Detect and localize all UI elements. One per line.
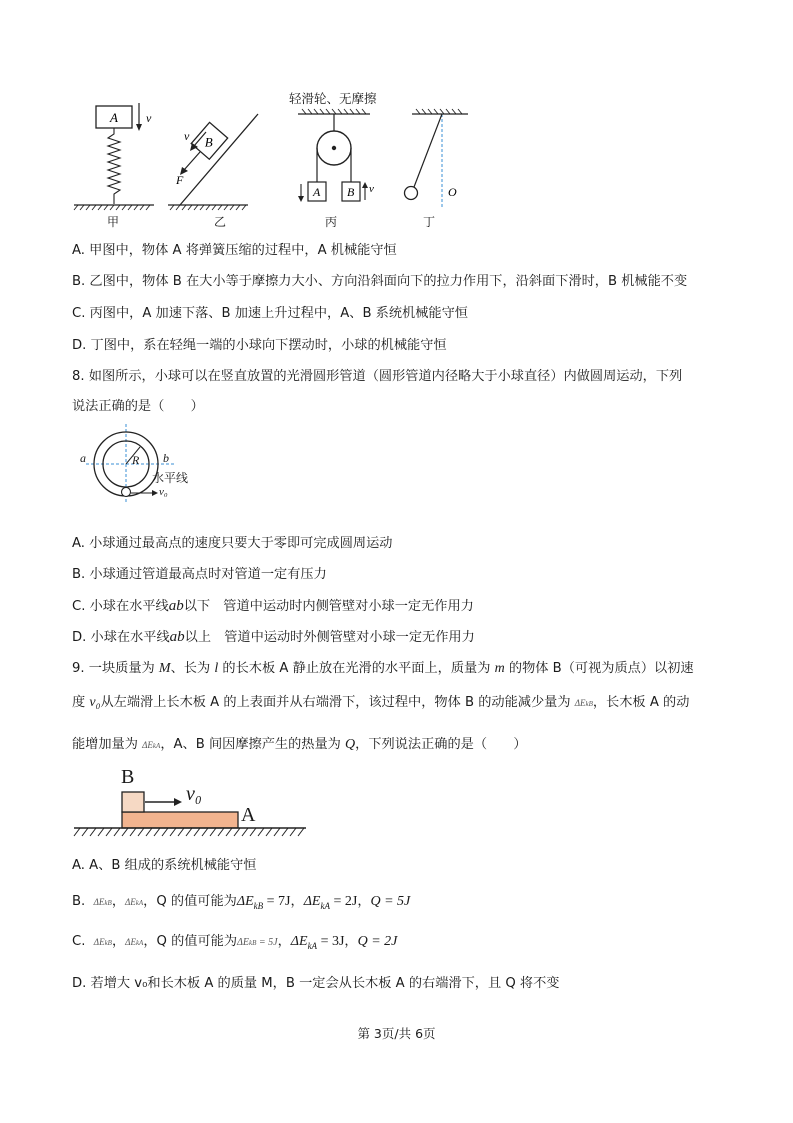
q7-option-b: B. 乙图中，物体 B 在大小等于摩擦力大小、方向沿斜面向下的拉力作用下，沿斜面下滑时，B 机械能不变 xyxy=(72,274,688,289)
fig-ding xyxy=(405,109,469,208)
q9-stem-line1: 9. 一块质量为 M、长为 l 的长木板 A 静止放在光滑的水平面上，质量为 m 的物体 B（可视为质点）以初速 xyxy=(72,661,694,676)
svg-text:B: B xyxy=(347,185,355,199)
pulley-label: 轻滑轮、无摩擦 xyxy=(289,91,377,106)
q8-option-d: D. 小球在水平线ab以上 管道中运动时外侧管壁对小球一定无作用力 xyxy=(72,629,475,645)
label-F: F xyxy=(176,173,184,187)
q9-label-a: A xyxy=(241,804,256,826)
label-O: O xyxy=(448,185,457,199)
fig-jia xyxy=(74,103,154,210)
q9-stem-line3: 能增加量为 ΔEkA，A、B 间因摩擦产生的热量为 Q，下列说法正确的是（ ） xyxy=(72,737,527,752)
fig-bing xyxy=(298,109,374,202)
q8-label-b: b xyxy=(163,451,169,465)
q8-label-r: R xyxy=(132,453,140,467)
q9-option-d: D. 若增大 v₀和长木板 A 的质量 M，B 一定会从长木板 A 的右端滑下，且 Q 将不变 xyxy=(72,976,560,991)
q9-option-c: C. ΔEkB，ΔEkA，Q 的值可能为ΔEkB = 5J，$\Delta E_{kA} = 3J$，Q = 2J xyxy=(72,934,398,951)
q8-label-a: a xyxy=(80,451,86,465)
q8-label-v0: v₀ xyxy=(159,486,168,498)
caption-bing: 丙 xyxy=(325,215,338,229)
q7-option-a: A. 甲图中，物体 A 将弹簧压缩的过程中，A 机械能守恒 xyxy=(72,243,397,258)
q8-option-a: A. 小球通过最高点的速度只要大于零即可完成圆周运动 xyxy=(72,536,393,551)
q9-option-b: B. ΔEkB，ΔEkA，Q 的值可能为$\Delta E_{kB} = 7J$，$\Delta E_{kA} = 2J$，Q = 5J xyxy=(72,894,411,911)
svg-text:A: A xyxy=(313,185,321,199)
q9-option-a: A. A、B 组成的系统机械能守恒 xyxy=(72,858,257,873)
q8-figure xyxy=(76,424,206,504)
q7-figure xyxy=(70,86,470,236)
q8-stem-line1: 8. 如图所示，小球可以在竖直放置的光滑圆形管道（圆形管道内径略大于小球直径）内做圆周运动，下列 xyxy=(72,369,683,384)
label-A: A xyxy=(110,110,118,125)
label-B: B xyxy=(204,134,213,150)
q9-stem-line2: 度 v₀从左端滑上长木板 A 的上表面并从右端滑下，该过程中，物体 B 的动能减少量为 ΔEkB，长木板 A 的动 xyxy=(72,695,690,710)
caption-yi: 乙 xyxy=(214,215,227,229)
q8-option-b: B. 小球通过管道最高点时对管道一定有压力 xyxy=(72,567,327,582)
svg-text:v: v xyxy=(184,129,190,143)
q7-option-c: C. 丙图中，A 加速下落、B 加速上升过程中，A、B 系统机械能守恒 xyxy=(72,306,468,321)
q8-label-horizontal: 水平线 xyxy=(152,471,189,485)
label-v: v xyxy=(146,111,152,125)
q8-stem-line2: 说法正确的是（ ） xyxy=(72,399,204,414)
q9-label-b: B xyxy=(121,766,135,788)
page-footer: 第 3页/共 6页 xyxy=(357,1026,436,1041)
svg-text:v: v xyxy=(369,183,374,195)
q8-option-c: C. 小球在水平线ab以下 管道中运动时内侧管壁对小球一定无作用力 xyxy=(72,598,474,614)
caption-ding: 丁 xyxy=(423,215,436,229)
q9-label-v0: v₀ xyxy=(186,783,202,805)
fig-yi xyxy=(168,114,258,210)
q7-option-d: D. 丁图中，系在轻绳一端的小球向下摆动时，小球的机械能守恒 xyxy=(72,338,447,353)
caption-jia: 甲 xyxy=(107,215,120,229)
